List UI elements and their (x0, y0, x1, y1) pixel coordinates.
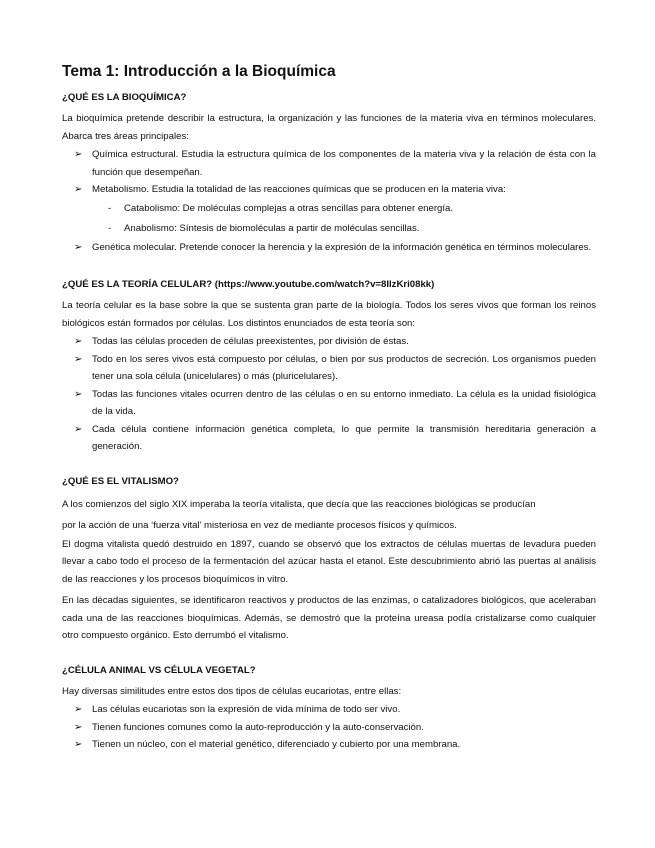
arrow-bullet-icon: ➢ (74, 241, 83, 253)
arrow-bullet-icon: ➢ (74, 336, 83, 347)
list-item (74, 386, 596, 421)
section-heading (62, 278, 596, 291)
section-intro: La bioquímica pretende describir la estructura, la organización y las funciones de la materia viva en términos moleculares. Abarca tres áreas principales: (62, 113, 596, 142)
list-item-text: Química estructural. Estudia la estructura química de los componentes de la materia viva y la relación de ésta con la función que desempeñan. (92, 149, 596, 178)
section-intro: Hay diversas similitudes entre estos dos tipos de células eucariotas, entre ellas: (62, 685, 402, 697)
list-item-text: Todas las funciones vitales ocurren dentro de las células o en su entorno inmediato. La célula es la unidad fisiológica de la vida. (92, 388, 596, 417)
bullet-list (62, 333, 596, 456)
bullet-list (62, 146, 596, 256)
section-vitalismo (62, 475, 596, 645)
document-page (62, 62, 596, 773)
section-bioquimica (62, 91, 596, 256)
section-teoria-celular (62, 278, 596, 456)
list-item (74, 421, 596, 456)
paragraph: A los comienzos del siglo XIX imperaba la teoría vitalista, que decía que las reacciones biológicas se producían (62, 498, 536, 510)
bullet-list (62, 701, 596, 754)
list-item (74, 736, 596, 754)
dash-bullet: - (108, 202, 112, 214)
paragraph: En las décadas siguientes, se identificaron reactivos y productos de las enzimas, o catalizadores biológicos, que aceleraban cada una de las reacciones bioquímicas. Además, se demostró que la proteína ureasa podía cristalizarse como cualquier otro compuesto orgánico. Esto derrumbó el vitalismo. (62, 595, 596, 641)
list-item (74, 333, 596, 351)
arrow-bullet-icon: ➢ (74, 721, 83, 733)
section-heading-text: ¿QUÉ ES LA TEORÍA CELULAR? (62, 279, 213, 290)
list-item-text: Tienen un núcleo, con el material genético, diferenciado y cubierto por una membrana. (92, 739, 461, 750)
list-item-text: Metabolismo. Estudia la totalidad de las reacciones químicas que se producen en la materia viva: (92, 184, 506, 195)
section-intro: La teoría celular es la base sobre la que se sustenta gran parte de la biología. Todos los seres vivos que forman los reinos biológicos están formados por células. Los distintos enunciados de esta teoría son: (62, 300, 596, 329)
list-item (74, 701, 596, 719)
paragraph: El dogma vitalista quedó destruido en 1897, cuando se observó que los extractos de células muertas de levadura pueden llevar a cabo todo el proceso de la fermentación del azúcar hasta el etanol. Este descubrimiento abrió las puertas al análisis de las reacciones y los procesos bioquímicos in vitro. (62, 538, 596, 585)
list-item (74, 719, 596, 737)
arrow-bullet-icon: ➢ (74, 423, 83, 435)
paragraph: por la acción de una ‘fuerza vital’ misteriosa en vez de mediante procesos físicos y químicos. (62, 519, 457, 531)
arrow-bullet-icon: ➢ (74, 149, 83, 160)
sub-list-item-text: Anabolismo: Síntesis de biomoléculas a partir de moléculas sencillas. (124, 222, 420, 234)
arrow-bullet-icon: ➢ (74, 388, 83, 400)
arrow-bullet-icon: ➢ (74, 739, 83, 750)
list-item-text: Tienen funciones comunes como la auto-reproducción y la auto-conservación. (92, 721, 424, 733)
list-item (74, 351, 596, 386)
arrow-bullet-icon: ➢ (74, 353, 83, 365)
section-heading: ¿CÉLULA ANIMAL VS CÉLULA VEGETAL? (62, 664, 256, 676)
sub-list-item (108, 219, 596, 239)
arrow-bullet-icon: ➢ (74, 704, 83, 715)
document-title: Tema 1: Introducción a la Bioquímica (62, 63, 336, 80)
list-item (74, 181, 596, 239)
section-heading: ¿QUÉ ES EL VITALISMO? (62, 475, 179, 487)
section-celula-animal-vegetal (62, 664, 596, 754)
list-item-text: Las células eucariotas son la expresión de vida mínima de todo ser vivo. (92, 704, 401, 715)
dash-bullet: - (108, 222, 112, 234)
video-link[interactable]: (https://www.youtube.com/watch?v=8IlzKri08kk) (214, 279, 435, 290)
list-item-text: Cada célula contiene información genética completa, lo que permite la transmisión hereditaria generación a generación. (92, 423, 596, 452)
arrow-bullet-icon: ➢ (74, 184, 83, 195)
list-item-text: Todas las células proceden de células preexistentes, por división de éstas. (92, 336, 409, 347)
list-item (74, 146, 596, 181)
sub-list-item (108, 199, 596, 219)
section-heading: ¿QUÉ ES LA BIOQUÍMICA? (62, 92, 187, 103)
sub-list-item-text: Catabolismo: De moléculas complejas a otras sencillas para obtener energía. (124, 202, 454, 214)
sub-list (92, 199, 596, 239)
list-item-text: Genética molecular. Pretende conocer la herencia y la expresión de la información genética en términos moleculares. (92, 241, 592, 253)
list-item (74, 239, 596, 257)
list-item-text: Todo en los seres vivos está compuesto por células, o bien por sus productos de secreción. Los organismos pueden tener una sola célula (unicelulares) o más (pluricelulares). (92, 353, 596, 382)
